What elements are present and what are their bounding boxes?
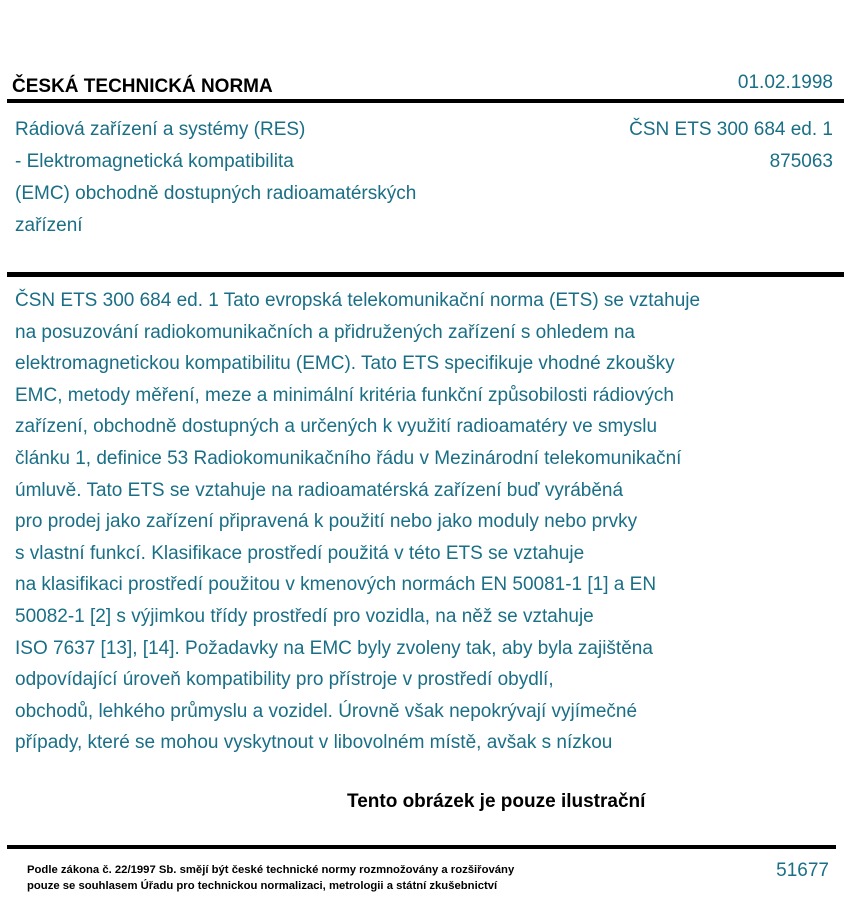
abstract-line: 50082-1 [2] s výjimkou třídy prostředí pro vozidla, na něž se vztahuje xyxy=(15,605,594,627)
abstract-line: odpovídající úroveň kompatibility pro přístroje v prostředí obydlí, xyxy=(15,669,554,691)
abstract-line: obchodů, lehkého průmyslu a vozidel. Úrovně však nepokrývají vyjímečné xyxy=(15,700,638,722)
publication-date: 01.02.1998 xyxy=(737,72,833,93)
abstract-line: ČSN ETS 300 684 ed. 1 Tato evropská telekomunikační norma (ETS) se vztahuje xyxy=(15,290,701,311)
classification-code: 875063 xyxy=(769,151,833,172)
abstract-line: elektromagnetickou kompatibilitu (EMC). Tato ETS specifikuje vhodné zkoušky xyxy=(15,353,675,375)
title-line: - Elektromagnetická kompatibilita xyxy=(15,151,294,172)
abstract-line: s vlastní funkcí. Klasifikace prostředí použitá v této ETS se vztahuje xyxy=(15,542,585,564)
standard-identifier xyxy=(629,114,833,178)
abstract-line: ISO 7637 [13], [14]. Požadavky na EMC byly zvoleny tak, aby byla zajištěna xyxy=(15,637,653,659)
standard-title xyxy=(15,114,485,242)
legal-notice xyxy=(27,862,514,894)
title-line: zařízení xyxy=(15,215,83,236)
abstract-line: na klasifikaci prostředí použitou v kmenových normách EN 50081-1 [1] a EN xyxy=(15,574,657,596)
standard-designation: ČSN ETS 300 684 ed. 1 xyxy=(629,119,833,140)
footer-divider xyxy=(7,845,836,849)
abstract-line: úmluvě. Tato ETS se vztahuje na radioamatérská zařízení buď vyráběná xyxy=(15,479,624,501)
title-line: Rádiová zařízení a systémy (RES) xyxy=(15,119,306,140)
title-divider xyxy=(7,272,844,277)
legal-line: Podle zákona č. 22/1997 Sb. smějí být české technické normy rozmnožovány a rozšiřovány xyxy=(27,864,515,876)
abstract-line: zařízení, obchodně dostupných a určených k využití radioamatéry ve smyslu xyxy=(15,416,658,438)
abstract-line: článku 1, definice 53 Radiokomunikačního řádu v Mezinárodní telekomunikační xyxy=(15,447,682,469)
title-line: (EMC) obchodně dostupných radioamatérských xyxy=(15,183,417,204)
abstract-line: pro prodej jako zařízení připravená k použití nebo jako moduly nebo prvky xyxy=(15,511,638,533)
abstract-text xyxy=(15,285,815,759)
document-header-title: ČESKÁ TECHNICKÁ NORMA xyxy=(12,76,273,97)
legal-line: pouze se souhlasem Úřadu pro technickou normalizaci, metrologii a státní zkušebnictví xyxy=(27,880,498,892)
header-divider xyxy=(7,99,844,103)
abstract-line: případy, které se mohou vyskytnout v libovolném místě, avšak s nízkou xyxy=(15,732,613,754)
document-number: 51677 xyxy=(776,860,829,881)
abstract-line: na posuzování radiokomunikačních a přidružených zařízení s ohledem na xyxy=(15,321,635,343)
illustration-notice: Tento obrázek je pouze ilustrační xyxy=(347,791,646,812)
abstract-line: EMC, metody měření, meze a minimální kritéria funkční způsobilosti rádiových xyxy=(15,384,674,406)
